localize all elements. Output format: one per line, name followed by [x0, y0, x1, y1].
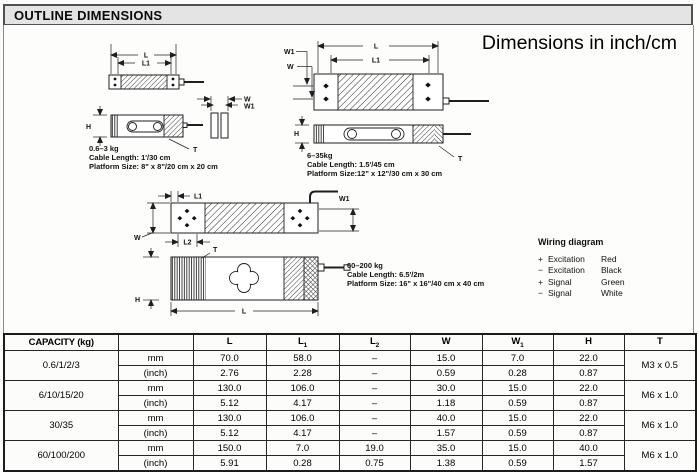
unit-cell: mm: [118, 381, 193, 396]
value-cell: 0.28: [266, 456, 339, 472]
value-cell: 1.38: [410, 456, 482, 472]
unit-cell: (inch): [118, 396, 193, 411]
value-cell: 7.0: [266, 441, 339, 456]
cable-length: Cable Length: 6.5'/2m: [347, 269, 425, 279]
unit-cell: (inch): [118, 366, 193, 381]
platform-size: Platform Size: 8" x 8"/20 cm x 20 cm: [89, 161, 218, 171]
value-cell: 5.91: [193, 456, 266, 472]
cable-length: Cable Length: 1'/30 cm: [89, 152, 171, 162]
value-cell: 70.0: [193, 351, 266, 366]
value-cell: 0.87: [553, 426, 624, 441]
wiring-color: White: [601, 288, 623, 299]
value-cell: 0.87: [553, 366, 624, 381]
value-cell: 5.12: [193, 426, 266, 441]
capacity-cell: 6/10/15/20: [4, 381, 118, 411]
value-cell: –: [339, 366, 410, 381]
table-row: [4, 441, 696, 456]
wiring-sign: +: [538, 254, 543, 264]
spec-caption-large: [347, 262, 484, 288]
drawing-loadcell-large: [134, 191, 359, 316]
value-cell: –: [339, 396, 410, 411]
value-cell: 2.28: [266, 366, 339, 381]
dim-label-l1: L1: [371, 57, 381, 65]
dim-label-l: L: [241, 308, 247, 316]
drawing-area: [3, 25, 694, 333]
value-cell: 22.0: [553, 381, 624, 396]
value-cell: 150.0: [193, 441, 266, 456]
wiring-sign: −: [538, 288, 543, 299]
platform-size: Platform Size: 16" x 16"/40 cm x 40 cm: [347, 278, 485, 288]
spec-caption-small: [89, 145, 218, 171]
dim-label-t: T: [193, 147, 198, 154]
capacity-range: 60–200 kg: [347, 261, 383, 270]
value-cell: 130.0: [193, 381, 266, 396]
wiring-name: Excitation: [548, 254, 585, 264]
dim-label-w: W: [287, 64, 294, 71]
value-cell: 19.0: [339, 441, 410, 456]
section-title: OUTLINE DIMENSIONS: [14, 7, 163, 23]
dim-label-w1: W1: [339, 196, 350, 203]
value-cell: 15.0: [482, 411, 553, 426]
value-cell: 1.57: [553, 456, 624, 472]
wiring-row: [538, 265, 690, 276]
wiring-color: Black: [601, 265, 622, 276]
thread-cell: M6 x 1.0: [624, 381, 696, 411]
value-cell: 15.0: [410, 351, 482, 366]
value-cell: 4.17: [266, 426, 339, 441]
dim-label-t: T: [458, 156, 463, 163]
value-cell: 40.0: [410, 411, 482, 426]
value-cell: –: [339, 426, 410, 441]
col-header-W: W: [410, 334, 482, 351]
dim-label-w: W: [134, 235, 141, 242]
value-cell: 106.0: [266, 411, 339, 426]
col-header-L: L: [193, 334, 266, 351]
capacity-cell: 60/100/200: [4, 441, 118, 472]
unit-cell: mm: [118, 411, 193, 426]
dim-label-l1: L1: [141, 60, 151, 68]
platform-size: Platform Size:12" x 12"/30 cm x 30 cm: [307, 168, 443, 178]
wiring-sign: −: [538, 265, 543, 276]
thread-cell: M6 x 1.0: [624, 441, 696, 472]
wiring-row: [538, 254, 690, 265]
wiring-sign: +: [538, 276, 543, 287]
value-cell: 58.0: [266, 351, 339, 366]
wiring-title: Wiring diagram: [538, 237, 604, 247]
unit-cell: mm: [118, 351, 193, 366]
dim-label-w1: W1: [284, 49, 295, 56]
value-cell: 35.0: [410, 441, 482, 456]
dim-label-h: H: [294, 131, 300, 138]
value-cell: 0.59: [410, 366, 482, 381]
dim-label-l: L: [373, 43, 379, 51]
capacity-range: 6–35kg: [307, 151, 333, 160]
table-row: [4, 411, 696, 426]
value-cell: 40.0: [553, 441, 624, 456]
value-cell: 0.87: [553, 396, 624, 411]
dim-label-w: W: [244, 96, 251, 104]
cable-length: Cable Length: 1.5'/45 cm: [307, 159, 395, 169]
wiring-diagram: [538, 237, 690, 300]
value-cell: 130.0: [193, 411, 266, 426]
section-header: [3, 4, 693, 26]
wiring-name: Signal: [548, 288, 572, 299]
value-cell: 15.0: [482, 441, 553, 456]
value-cell: 0.59: [482, 426, 553, 441]
col-header-T: T: [624, 334, 696, 351]
table-row: [4, 381, 696, 396]
col-header-capacity: CAPACITY (kg): [4, 334, 118, 351]
col-header-L1: $L_1$: [266, 334, 339, 351]
col-header-H: H: [553, 334, 624, 351]
value-cell: 7.0: [482, 351, 553, 366]
dim-label-l: L: [143, 52, 149, 60]
col-header-unit: [118, 334, 193, 351]
value-cell: 22.0: [553, 411, 624, 426]
value-cell: 1.57: [410, 426, 482, 441]
thread-cell: M3 x 0.5: [624, 351, 696, 381]
dim-label-l2: L2: [183, 239, 192, 247]
value-cell: –: [339, 411, 410, 426]
value-cell: 5.12: [193, 396, 266, 411]
value-cell: 22.0: [553, 351, 624, 366]
spec-caption-medium: [307, 152, 442, 178]
dimensions-table: [3, 333, 697, 472]
value-cell: 30.0: [410, 381, 482, 396]
drawing-loadcell-small: [86, 44, 255, 154]
dim-label-w1: W1: [244, 103, 255, 111]
value-cell: 1.18: [410, 396, 482, 411]
dim-label-h: H: [86, 124, 92, 131]
value-cell: –: [339, 381, 410, 396]
value-cell: 106.0: [266, 381, 339, 396]
capacity-range: 0.6–3 kg: [89, 144, 119, 153]
col-header-L2: $L_2$: [339, 334, 410, 351]
wiring-color: Red: [601, 254, 617, 264]
col-header-W1: $W_1$: [482, 334, 553, 351]
value-cell: 0.75: [339, 456, 410, 472]
wiring-name: Excitation: [548, 265, 585, 276]
value-cell: 0.59: [482, 396, 553, 411]
dim-label-h: H: [135, 297, 141, 304]
wiring-color: Green: [601, 276, 625, 287]
value-cell: 15.0: [482, 381, 553, 396]
value-cell: 0.59: [482, 456, 553, 472]
unit-cell: (inch): [118, 456, 193, 472]
value-cell: 2.76: [193, 366, 266, 381]
wiring-row: [538, 288, 690, 299]
wiring-name: Signal: [548, 276, 572, 287]
dim-label-l1: L1: [194, 193, 203, 201]
wiring-row: [538, 277, 690, 288]
unit-cell: (inch): [118, 426, 193, 441]
capacity-cell: 0.6/1/2/3: [4, 351, 118, 381]
units-note: Dimensions in inch/cm: [481, 32, 677, 54]
drawing-loadcell-medium: [284, 41, 489, 163]
value-cell: 0.28: [482, 366, 553, 381]
dim-label-t: T: [213, 247, 218, 254]
capacity-cell: 30/35: [4, 411, 118, 441]
unit-cell: mm: [118, 441, 193, 456]
value-cell: 4.17: [266, 396, 339, 411]
table-row: [4, 351, 696, 366]
thread-cell: M6 x 1.0: [624, 411, 696, 441]
table-header-row: [4, 334, 696, 351]
value-cell: –: [339, 351, 410, 366]
